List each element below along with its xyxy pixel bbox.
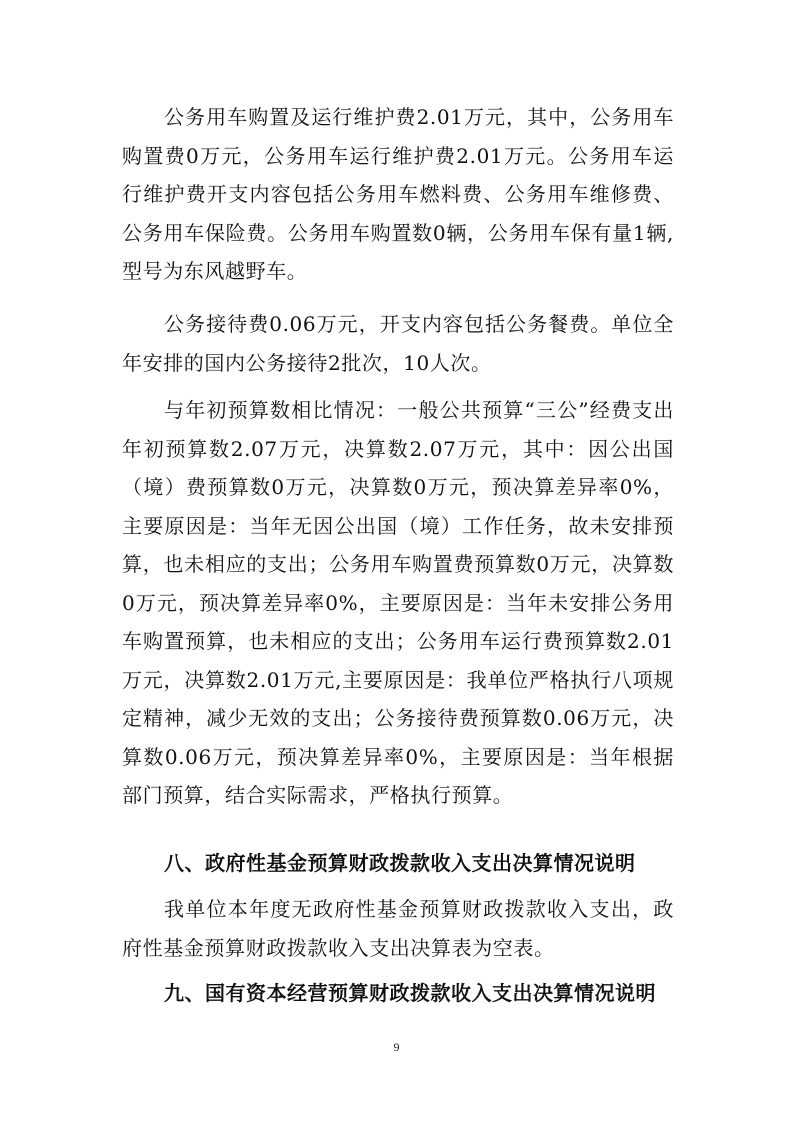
budget-comparison-paragraph: 与年初预算数相比情况：一般公共预算“三公”经费支出年初预算数2.07万元，决算数2.07万元，其中：因公出国（境）费预算数0万元，决算数0万元，预决算差异率0%，主要原因是：当年无因公出国（境）工作任务，故未安排预算，也未相应的支出；公务用车购置费预算数0万元，决算数0万元，预决算差异率0%，主要原因是：当年未安排公务用车购置预算，也未相应的支出；公务用车运行费预算数2.01万元，决算数2.01万元,主要原因是：我单位严格执行八项规定精神，减少无效的支出；公务接待费预算数0.06万元，决算数0.06万元，预决算差异率0%，主要原因是：当年根据部门预算，结合实际需求，严格执行预算。 <box>122 398 674 807</box>
page-number: 9 <box>393 1040 400 1054</box>
government-fund-note-paragraph: 我单位本年度无政府性基金预算财政拨款收入支出，政府性基金预算财政拨款收入支出决算表为空表。 <box>122 897 674 960</box>
section-8-heading: 八、政府性基金预算财政拨款收入支出决算情况说明 <box>164 851 636 875</box>
vehicle-expense-paragraph: 公务用车购置及运行维护费2.01万元，其中，公务用车购置费0万元，公务用车运行维护费2.01万元。公务用车运行维护费开支内容包括公务用车燃料费、公务用车维修费、公务用车保险费。公务用车购置数0辆，公务用车保有量1辆,型号为东风越野车。 <box>122 105 674 283</box>
section-9-heading: 九、国有资本经营预算财政拨款收入支出决算情况说明 <box>164 981 656 1005</box>
reception-expense-paragraph: 公务接待费0.06万元，开支内容包括公务餐费。单位全年安排的国内公务接待2批次，10人次。 <box>122 312 674 375</box>
